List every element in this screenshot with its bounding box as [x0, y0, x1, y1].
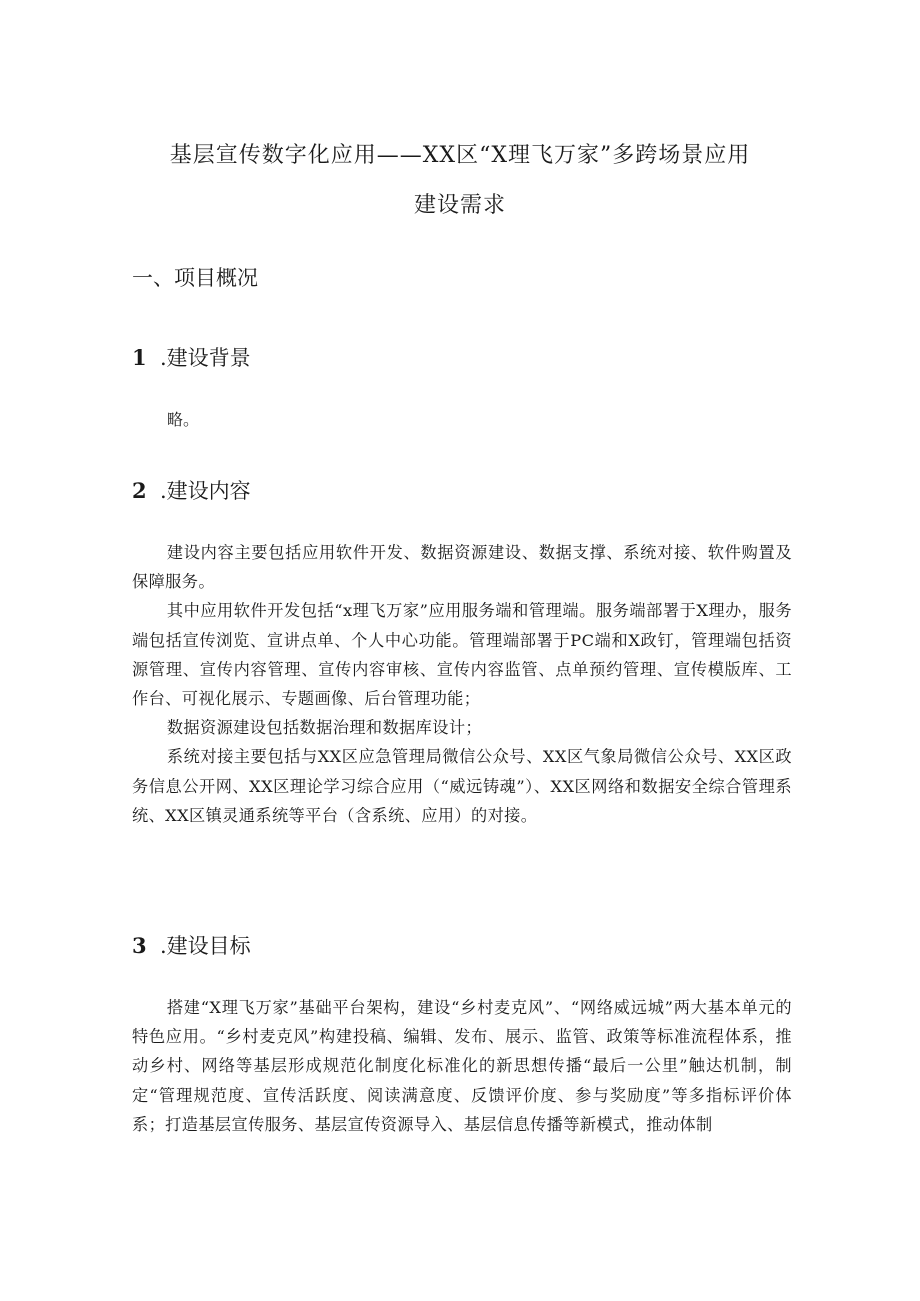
subheading-content	[132, 475, 251, 505]
subheading-label: .建设背景	[160, 346, 251, 370]
subheading-number: 1	[132, 345, 147, 370]
subheading-label: .建设目标	[160, 934, 251, 958]
background-text: 略。	[167, 410, 200, 429]
document-title-line-2: 建设需求	[413, 193, 506, 218]
paragraph: 其中应用软件开发包括“x理飞万家”应用服务端和管理端。服务端部署于X理办，服务端包括宣传浏览、宣讲点单、个人中心功能。管理端部署于PC端和X政钉，管理端包括资源管理、宣传内容管理、宣传内容审核、宣传内容监管、点单预约管理、宣传模版库、工作台、可视化展示、专题画像、后台管理功能；	[132, 601, 792, 709]
goals-body	[132, 993, 792, 1139]
subheading-label: .建设内容	[160, 479, 251, 503]
document-title-line-1: 基层宣传数字化应用——XX区“X理飞万家”多跨场景应用	[169, 143, 751, 168]
paragraph: 建设内容主要包括应用软件开发、数据资源建设、数据支撑、系统对接、软件购置及保障服务。	[132, 543, 792, 592]
subheading-background	[132, 342, 251, 372]
subheading-number: 3	[132, 933, 147, 958]
paragraph: 系统对接主要包括与XX区应急管理局微信公众号、XX区气象局微信公众号、XX区政务信息公开网、XX区理论学习综合应用（“威远铸魂”）、XX区网络和数据安全综合管理系统、XX区镇灵通系统等平台（含系统、应用）的对接。	[132, 747, 792, 825]
paragraph: 数据资源建设包括数据治理和数据库设计；	[166, 718, 482, 738]
content-body	[132, 538, 792, 830]
paragraph: 搭建“X理飞万家”基础平台架构，建设“乡村麦克风”、“网络威远城”两大基本单元的特色应用。“乡村麦克风”构建投稿、编辑、发布、展示、监管、政策等标准流程体系，推动乡村、网络等基层形成规范化制度化标准化的新思想传播“最后一公里”触达机制，制定“管理规范度、宣传活跃度、阅读满意度、反馈评价度、参与奖励度”等多指标评价体系；打造基层宣传服务、基层宣传资源导入、基层信息传播等新模式，推动体制	[132, 998, 792, 1134]
subheading-goals	[132, 930, 251, 960]
subheading-number: 2	[132, 478, 147, 503]
section-heading-project-overview: 一、项目概况	[132, 266, 258, 290]
